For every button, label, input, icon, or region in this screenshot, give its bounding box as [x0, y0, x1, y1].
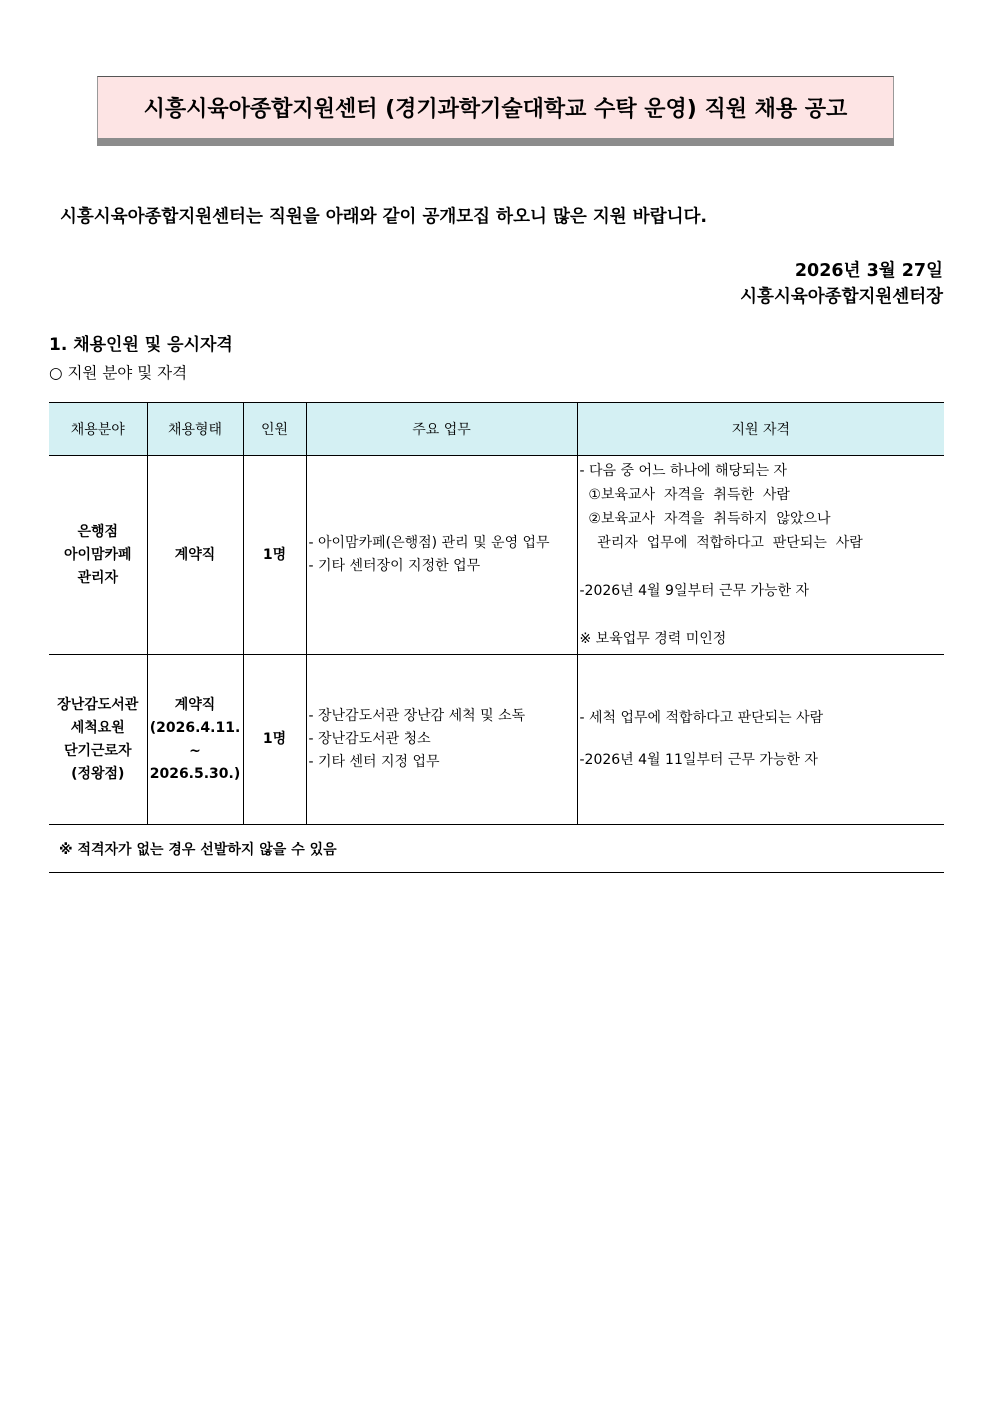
- duty-line: - 장난감도서관 장난감 세척 및 소독: [308, 708, 526, 724]
- notice-date: 2026년 3월 27일: [794, 261, 943, 281]
- qual-spacer: [580, 555, 944, 579]
- table-row: [49, 456, 944, 655]
- field-line: 아이맘카페: [63, 546, 132, 563]
- qual-line: ①보육교사 자격을 취득한 사람: [579, 487, 790, 503]
- qual-spacer: [580, 603, 944, 627]
- qual-line: -2026년 4월 9일부터 근무 가능한 자: [579, 583, 810, 599]
- qual-line: - 다음 중 어느 하나에 해당되는 자: [579, 463, 788, 479]
- cell-type: [147, 456, 243, 655]
- table-row: [49, 655, 944, 825]
- table-header-row: [49, 403, 944, 456]
- notice-title: [97, 76, 894, 138]
- notice-title-text: 시흥시육아종합지원센터 (경기과학기술대학교 수탁 운영) 직원 채용 공고: [143, 97, 848, 122]
- intro-text: 시흥시육아종합지원센터는 직원을 아래와 같이 공개모집 하오니 많은 지원 바랍니다.: [60, 207, 708, 227]
- cell-field: [49, 456, 147, 655]
- type-line: ~: [189, 742, 201, 759]
- field-line: 은행점: [77, 523, 119, 540]
- notice-signer: 시흥시육아종합지원센터장: [740, 287, 943, 307]
- cell-count: 1명: [243, 655, 306, 825]
- field-line: (정왕점): [71, 765, 125, 782]
- section-title: 1. 채용인원 및 응시자격: [49, 335, 233, 355]
- header-type: 채용형태: [147, 403, 243, 456]
- qual-line: ※ 보육업무 경력 미인정: [579, 631, 727, 647]
- type-line: (2026.4.11.: [149, 719, 241, 736]
- cell-duties: [306, 456, 577, 655]
- recruitment-table: [49, 402, 944, 873]
- duty-line: - 아이맘카페(은행점) 관리 및 운영 업무: [308, 535, 550, 551]
- header-field: 채용분야: [49, 403, 147, 456]
- qual-line: 관리자 업무에 적합하다고 판단되는 사람: [579, 535, 863, 551]
- field-line: 관리자: [77, 569, 119, 586]
- qual-line: -2026년 4월 11일부터 근무 가능한 자: [579, 752, 818, 768]
- field-line: 장난감도서관: [57, 696, 139, 713]
- title-shadow: [97, 138, 894, 146]
- type-line: 계약직: [174, 696, 216, 713]
- duty-line: - 장난감도서관 청소: [308, 731, 431, 747]
- qual-line: - 세척 업무에 적합하다고 판단되는 사람: [579, 710, 824, 726]
- field-line: 세척요원: [70, 719, 125, 736]
- header-count: 인원: [243, 403, 306, 456]
- duty-line: - 기타 센터 지정 업무: [308, 754, 440, 770]
- qual-spacer: [580, 729, 944, 750]
- section-subtitle: ○ 지원 분야 및 자격: [49, 364, 188, 382]
- header-qualifications: 지원 자격: [577, 403, 944, 456]
- cell-field: [49, 655, 147, 825]
- table-note-row: [49, 825, 944, 873]
- type-line: 계약직: [174, 546, 216, 563]
- cell-qualifications: [577, 456, 944, 655]
- duty-line: - 기타 센터장이 지정한 업무: [308, 558, 481, 574]
- qual-line: ②보육교사 자격을 취득하지 않았으나: [579, 511, 831, 527]
- type-line: 2026.5.30.): [149, 765, 241, 782]
- cell-duties: [306, 655, 577, 825]
- cell-type: [147, 655, 243, 825]
- table-note: ※ 적격자가 없는 경우 선발하지 않을 수 있음: [49, 825, 944, 873]
- header-duties: 주요 업무: [306, 403, 577, 456]
- field-line: 단기근로자: [63, 742, 132, 759]
- cell-qualifications: [577, 655, 944, 825]
- cell-count: 1명: [243, 456, 306, 655]
